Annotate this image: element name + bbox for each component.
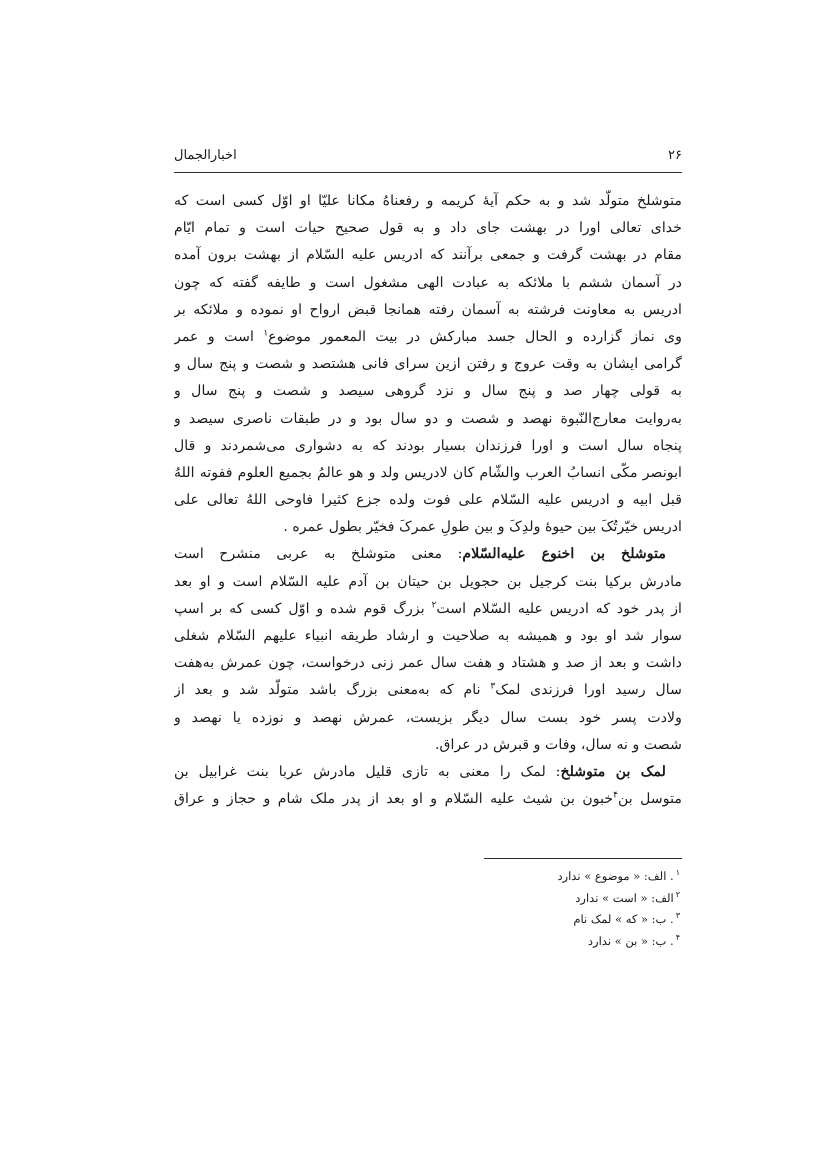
footnotes <box>484 866 682 952</box>
text-line <box>174 759 682 786</box>
footnote <box>484 866 682 888</box>
footnote <box>484 931 682 953</box>
footnote-mark: ۴ <box>675 932 680 942</box>
paragraph-heading: لمک بن متوشلخ <box>560 763 666 780</box>
footnote <box>484 888 682 910</box>
footnote <box>484 909 682 931</box>
text-line: ادریس خیّرتُکَ بین حیوۀ ولدِکَ و بین طولِ عمرکَ فخیّر بطول عمره . <box>283 519 682 536</box>
text-line <box>174 324 682 351</box>
footnote-ref[interactable]: ۴ <box>613 790 618 801</box>
running-title: اخبارالجمال <box>174 148 237 163</box>
text-span: از پدر خود که ادریس علیه السّلام است <box>436 600 682 617</box>
footnote-mark: ۱ <box>675 868 680 878</box>
text-line: پنجاه سال است و اورا فرزندان بسیار بودند که به دشواری می‌شمردند و قال <box>174 437 682 454</box>
text-line <box>174 596 682 623</box>
text-line: خدای تعالی اورا در بهشت جای داد و به قول صحیح حیات است و تمام ایّام <box>174 220 682 237</box>
footnote-text: . ب: « بن » ندارد <box>587 933 674 948</box>
text-span: وی نماز گزارده و الحال جسد مبارکش در بیت المعمور موضوع <box>268 328 682 345</box>
text-span: متوسل بن <box>617 791 682 808</box>
text-line: گرامی ایشان به وقت عروج و رفتن ازین سرای فانی هشتصد و شصت و پنج سال و <box>174 356 682 373</box>
text-span: بزرگ قوم شده و اوّل کسی که بر اسپ <box>174 600 425 617</box>
footnote-mark: ۳ <box>675 911 680 921</box>
text-span: خبون بن شیث علیه السّلام و او بعد از پدر ملک شام و حجاز و عراق <box>174 791 614 808</box>
text-line <box>174 786 682 813</box>
footnote-text: الف: « است » ندارد <box>575 890 674 905</box>
text-line <box>174 677 682 704</box>
text-span: نام که به‌معنی بزرگ باشد متولّد شد و بعد از <box>174 682 481 699</box>
footnote-mark: ۲ <box>675 889 680 899</box>
text-line: قبل ابیه و ادریس علیه السّلام علی فوت ولده جزع کثیرا فاوحی اللهُ تعالی علی <box>174 492 682 509</box>
text-line: شصت و نه سال، وفات و قبرش در عراق. <box>435 736 682 753</box>
footnote-text: . الف: « موضوع » ندارد <box>557 869 674 883</box>
text-line: در آسمان ششم با ملائکه به عبادت الهی مشغول است و طایفه گفته که چون <box>174 274 682 291</box>
text-line: داشت و بعد از صد و هشتاد و هفت سال عمر زنی درخواست، چون عمرش به‌هفت <box>174 655 682 672</box>
text-span: : معنی متوشلخ به عربی منشرح است <box>174 546 463 563</box>
text-line: ادریس به معاونت فرشته به آسمان رفته همانجا قبض ارواح او نموده و ملائکه بر <box>174 301 682 318</box>
text-line <box>174 541 682 568</box>
page-header <box>174 146 682 173</box>
text-span: : لمک را معنی به تازی قلیل مادرش عربا بنت غرابیل بن <box>174 763 561 780</box>
text-span: است و عمر <box>174 328 254 345</box>
text-line: مقام در بهشت گرفت و جمعی برآنند که ادریس علیه السّلام از بهشت برون آمده <box>174 247 682 264</box>
footnote-ref[interactable]: ۳ <box>490 681 496 692</box>
text-line: ابونصر مکّی انسابُ العرب والشّام کان لادریس ولد و هو عالمُ بجمیع العلوم ففوته اللهُ <box>174 464 682 481</box>
footnote-ref[interactable]: ۲ <box>431 600 437 611</box>
text-line: ولادت پسر خود بست سال دیگر بزیست، عمرش نهصد و نوزده یا نهصد و <box>174 709 682 726</box>
footnote-divider <box>484 858 682 859</box>
page-number: ۲۶ <box>668 148 682 163</box>
text-line: سوار شد او بود و همیشه به صلاحیت و ارشاد طریقه انبیاء علیهم السّلام شغلی <box>174 628 682 644</box>
text-line: به قولی چهار صد و پنج سال و نزد گروهی سیصد و شصت و پنج سال و <box>174 383 682 400</box>
text-line: متوشلخ متولّد شد و به حکم آیۀ کریمه و رفعناهُ مکانا علیّا او اوّل کسی است که <box>174 193 682 209</box>
text-line: مادرش برکیا بنت کرجیل بن حجویل بن حیتان بن آدم علیه السّلام است و او بعد <box>174 573 682 590</box>
text-span: سال رسید اورا فرزندی لمک <box>495 682 682 699</box>
main-text <box>174 188 682 813</box>
footnote-text: . ب: « که » لمک نام <box>573 912 674 926</box>
paragraph-heading: متوشلخ بن اخنوع علیه‌السّلام <box>462 546 667 563</box>
footnote-ref[interactable]: ۱ <box>263 328 269 339</box>
text-line: به‌روایت معارج‌النّبوة نهصد و شصت و دو سال بود و در طبقات ناصری سیصد و <box>174 410 682 427</box>
